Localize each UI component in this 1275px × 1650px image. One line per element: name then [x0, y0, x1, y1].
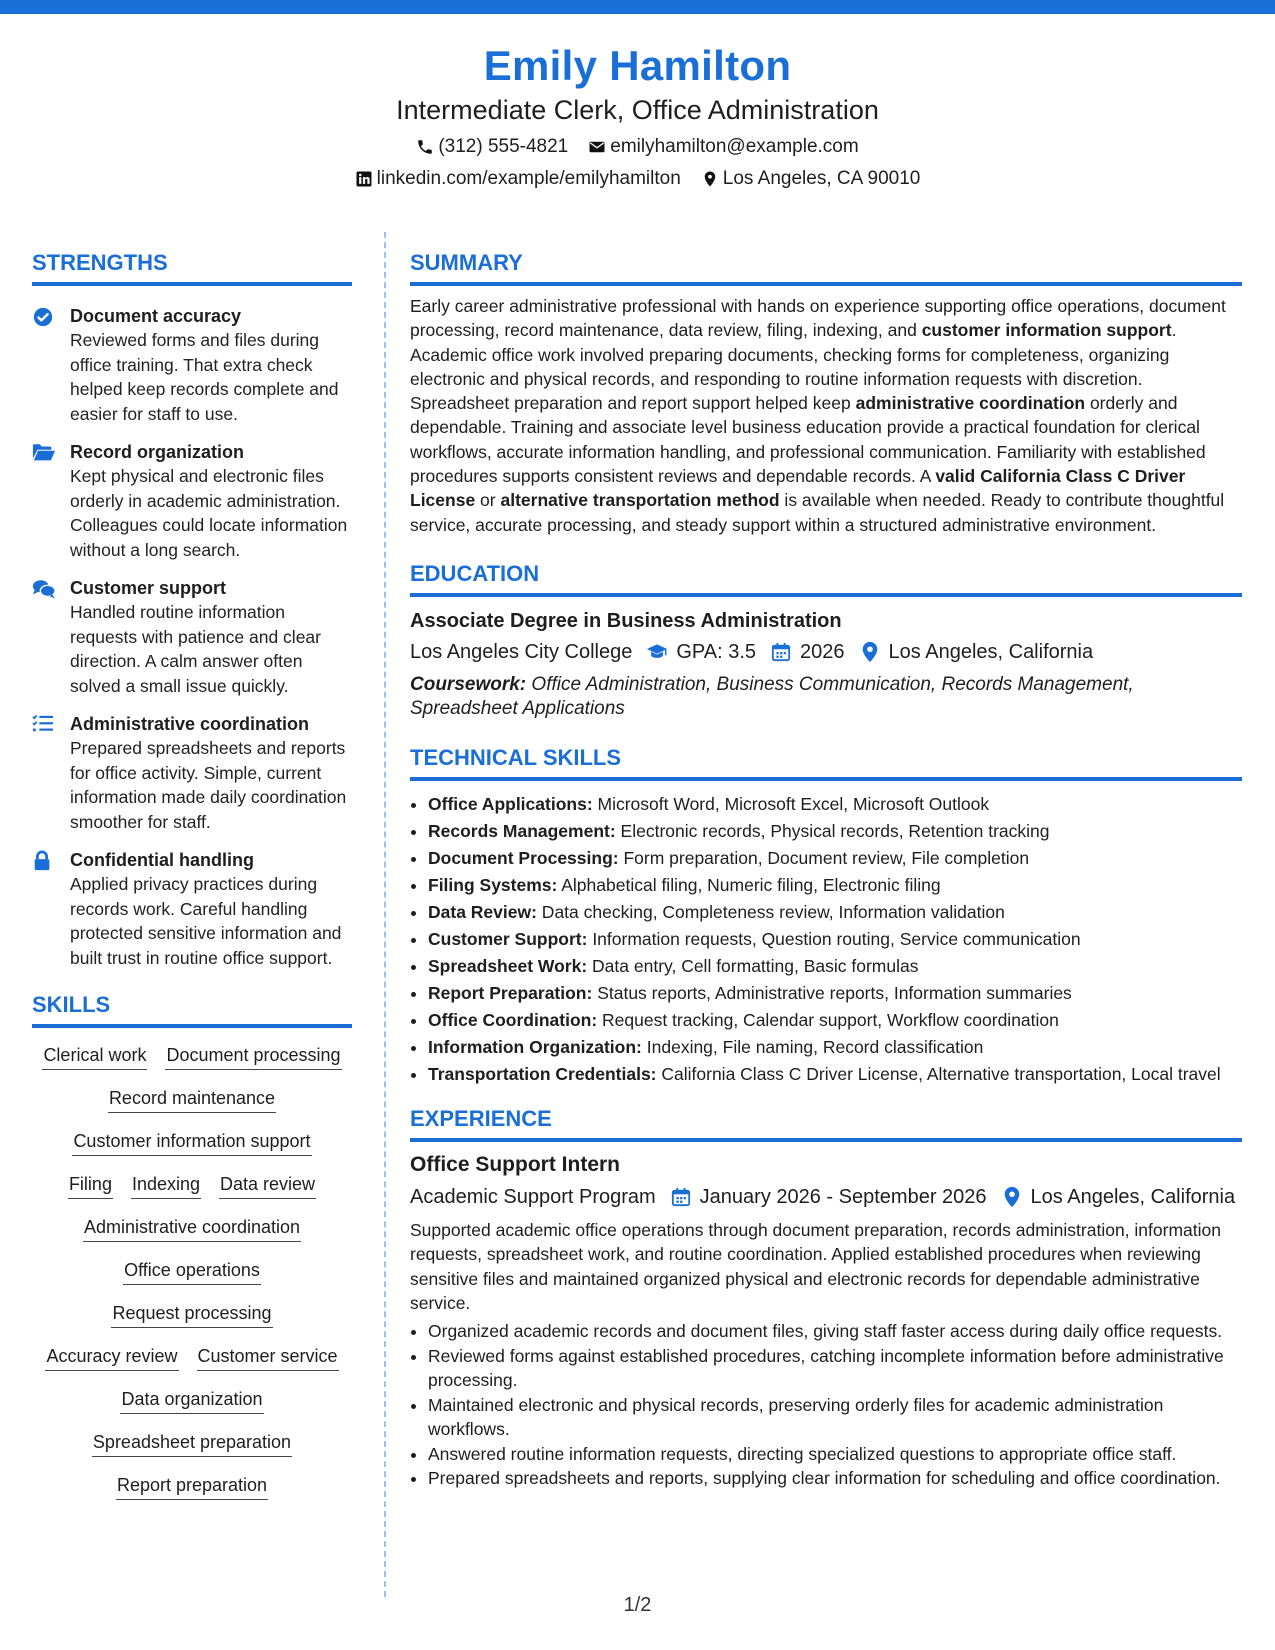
top-accent-bar [0, 0, 1275, 14]
technical-skills-heading: TECHNICAL SKILLS [410, 743, 1242, 781]
calendar-icon [770, 641, 792, 663]
technical-skill-value: Form preparation, Document review, File completion [618, 847, 1030, 868]
technical-skill-item [428, 872, 1242, 899]
skill-row [32, 1300, 352, 1328]
skill-tag: Indexing [131, 1171, 201, 1199]
map-pin-icon [859, 641, 881, 663]
coursework: Coursework: Office Administration, Business Communication, Records Management, Spreadsheet Applications [410, 673, 1134, 719]
skill-row [32, 1128, 352, 1156]
summary-emphasis: customer information support [921, 320, 1172, 341]
skill-tag: Office operations [123, 1257, 261, 1285]
candidate-title: Intermediate Clerk, Office Administration [396, 95, 879, 125]
contact-row-1 [0, 134, 1275, 160]
experience-bullet: • Reviewed forms against established procedures, catching incomplete information before administrative processing. [428, 1344, 1242, 1393]
skill-row [32, 1042, 352, 1070]
graduation-year: 2026 [800, 640, 845, 663]
technical-skill-value: Data checking, Completeness review, Information validation [536, 901, 1005, 922]
summary-emphasis: alternative transportation method [500, 490, 780, 511]
envelope-icon [588, 138, 606, 156]
contact-row-2 [0, 166, 1275, 192]
skill-row [32, 1472, 352, 1500]
skill-tag: Customer service [197, 1343, 339, 1371]
technical-skill-label: Transportation Credentials: [428, 1063, 657, 1084]
column-divider [384, 232, 386, 1597]
technical-skill-label: Office Applications: [428, 793, 593, 814]
strength-name: Administrative coordination [70, 714, 310, 734]
experience-meta [410, 1182, 1242, 1212]
linkedin-contact[interactable] [355, 166, 681, 192]
technical-skill-value: Data entry, Cell formatting, Basic formulas [587, 955, 919, 976]
employment-dates: January 2026 - September 2026 [699, 1185, 987, 1208]
calendar-icon [670, 1186, 692, 1208]
left-column [32, 248, 352, 1515]
skill-row [32, 1386, 352, 1414]
skill-row [32, 1171, 352, 1199]
technical-skill-value: Electronic records, Physical records, Retention tracking [615, 820, 1050, 841]
strength-desc: Handled routine information requests with patience and clear direction. A calm answer often solved a small issue quickly. [70, 602, 321, 696]
skill-row [32, 1343, 352, 1371]
technical-skill-value: Microsoft Word, Microsoft Excel, Microsoft Outlook [592, 793, 990, 814]
skill-tag: Data organization [120, 1386, 263, 1414]
technical-skill-item [428, 791, 1242, 818]
summary-emphasis: valid California Class C Driver License [410, 466, 1186, 511]
experience-bullets [410, 1319, 1242, 1491]
location-text: Los Angeles, CA 90010 [722, 168, 921, 189]
strength-name: Confidential handling [70, 850, 254, 870]
skill-tag: Report preparation [116, 1472, 268, 1500]
skill-row [32, 1257, 352, 1285]
technical-skill-item [428, 980, 1242, 1007]
skill-tag: Clerical work [42, 1042, 147, 1070]
employer-name: Academic Support Program [410, 1185, 656, 1208]
experience-bullet: • Prepared spreadsheets and reports, supplying clear information for scheduling and office coordination. [428, 1466, 1242, 1491]
map-pin-icon [1001, 1186, 1023, 1208]
school-name: Los Angeles City College [410, 640, 633, 663]
skill-tag: Spreadsheet preparation [92, 1429, 292, 1457]
map-pin-icon [701, 170, 719, 188]
summary-heading: SUMMARY [410, 248, 1242, 286]
skill-tag: Customer information support [72, 1128, 311, 1156]
skill-tag: Accuracy review [45, 1343, 178, 1371]
technical-skill-label: Filing Systems: [428, 874, 558, 895]
technical-skill-label: Records Management: [428, 820, 616, 841]
folder-open-icon [32, 440, 58, 562]
experience-summary: Supported academic office operations through document preparation, records administration, information requests, spreadsheet work, and routine coordination. Applied established procedures when reviewing sensitive files and maintained organized physical and electronic records for dependable administrative service. [410, 1219, 1221, 1313]
technical-skill-label: Data Review: [428, 901, 537, 922]
technical-skill-value: Alphabetical filing, Numeric filing, Electronic filing [557, 874, 941, 895]
technical-skill-label: Information Organization: [428, 1036, 642, 1057]
technical-skill-value: California Class C Driver License, Alternative transportation, Local travel [656, 1063, 1221, 1084]
strength-name: Customer support [70, 578, 227, 598]
gpa-text: GPA: 3.5 [676, 640, 757, 663]
technical-skill-label: Office Coordination: [428, 1009, 598, 1030]
skill-tag: Request processing [111, 1300, 272, 1328]
skill-row [32, 1085, 352, 1113]
skills-heading: SKILLS [32, 990, 352, 1028]
skill-tag: Administrative coordination [83, 1214, 301, 1242]
technical-skill-label: Report Preparation: [428, 982, 593, 1003]
skill-tag: Data review [219, 1171, 316, 1199]
strength-item [32, 576, 352, 698]
skills-list [32, 1042, 352, 1500]
phone-contact [416, 134, 568, 160]
skill-row [32, 1429, 352, 1457]
lock-icon [32, 848, 58, 970]
skill-tag: Document processing [165, 1042, 341, 1070]
technical-skill-item [428, 845, 1242, 872]
experience-bullet: • Answered routine information requests, directing specialized questions to appropriate office staff. [428, 1442, 1242, 1467]
strength-desc: Prepared spreadsheets and reports for office activity. Simple, current information made daily coordination smoother for staff. [70, 738, 347, 832]
technical-skill-item [428, 1034, 1242, 1061]
degree-name: Associate Degree in Business Administration [410, 609, 842, 632]
experience-bullet: • Maintained electronic and physical records, preserving orderly files for academic administration workflows. [428, 1393, 1242, 1442]
strength-name: Record organization [70, 442, 245, 462]
technical-skill-item [428, 953, 1242, 980]
candidate-name: Emily Hamilton [483, 42, 792, 89]
strength-item [32, 304, 352, 426]
skill-tag: Record maintenance [108, 1085, 276, 1113]
technical-skill-value: Request tracking, Calendar support, Workflow coordination [597, 1009, 1059, 1030]
page-number: 1/2 [623, 1594, 652, 1616]
location-contact [701, 166, 921, 192]
strength-name: Document accuracy [70, 306, 242, 326]
technical-skill-item [428, 926, 1242, 953]
skill-row [32, 1214, 352, 1242]
technical-skill-value: Information requests, Question routing, Service communication [587, 928, 1081, 949]
strengths-heading: STRENGTHS [32, 248, 352, 286]
technical-skill-item [428, 899, 1242, 926]
technical-skill-label: Document Processing: [428, 847, 619, 868]
school-location: Los Angeles, California [888, 640, 1094, 663]
email-contact[interactable] [588, 134, 858, 160]
technical-skill-item [428, 818, 1242, 845]
technical-skill-value: Indexing, File naming, Record classification [641, 1036, 984, 1057]
chat-bubbles-icon [32, 576, 58, 698]
job-title: Office Support Intern [410, 1152, 620, 1176]
linkedin-text: linkedin.com/example/emilyhamilton [376, 168, 681, 189]
graduation-cap-icon [646, 641, 668, 663]
email-text: emilyhamilton@example.com [610, 136, 859, 157]
strength-item [32, 712, 352, 834]
strength-desc: Reviewed forms and files during office training. That extra check helped keep records complete and easier for staff to use. [70, 330, 339, 424]
phone-text: (312) 555-4821 [438, 136, 569, 157]
technical-skill-item [428, 1007, 1242, 1034]
technical-skill-label: Spreadsheet Work: [428, 955, 588, 976]
resume-header [0, 40, 1275, 192]
technical-skill-label: Customer Support: [428, 928, 588, 949]
coursework-label: Coursework: [410, 673, 527, 695]
experience-bullet: • Organized academic records and document files, giving staff faster access during daily office requests. [428, 1319, 1242, 1344]
right-column [410, 248, 1242, 1491]
experience-heading: EXPERIENCE [410, 1104, 1242, 1142]
technical-skill-value: Status reports, Administrative reports, Information summaries [592, 982, 1072, 1003]
summary-emphasis: administrative coordination [855, 393, 1086, 414]
technical-skills-list [410, 791, 1242, 1088]
checklist-icon [32, 712, 58, 834]
education-meta [410, 637, 1242, 667]
summary-text: Early career administrative professional with hands on experience supporting office operations, document processing, record maintenance, data review, filing, indexing, and customer information support. Academic office work involved preparing documents, checking forms for completeness, organizing electronic and physical records, and responding to routine information requests with discretion. Spreadsheet preparation and report support helped keep administrative coordination orderly and dependable. Training and associate level business education provide a practical foundation for clerical workflows, accurate information handling, and professional communication. Familiarity with established procedures supports consistent reviews and dependable records. A valid California Class C Driver License or alternative transportation method is available when needed. Ready to contribute thoughtful service, accurate processing, and steady support within a structured administrative environment. [410, 296, 1226, 535]
strength-desc: Applied privacy practices during records work. Careful handling protected sensitive information and built trust in routine office support. [70, 874, 342, 968]
education-heading: EDUCATION [410, 559, 1242, 597]
linkedin-icon [355, 170, 373, 188]
strength-desc: Kept physical and electronic files orderly in academic administration. Colleagues could locate information without a long search. [70, 466, 348, 560]
skill-tag: Filing [68, 1171, 113, 1199]
phone-icon [416, 138, 434, 156]
technical-skill-item [428, 1061, 1242, 1088]
strength-item [32, 440, 352, 562]
strength-item [32, 848, 352, 970]
check-circle-icon [32, 304, 58, 426]
job-location: Los Angeles, California [1030, 1185, 1236, 1208]
